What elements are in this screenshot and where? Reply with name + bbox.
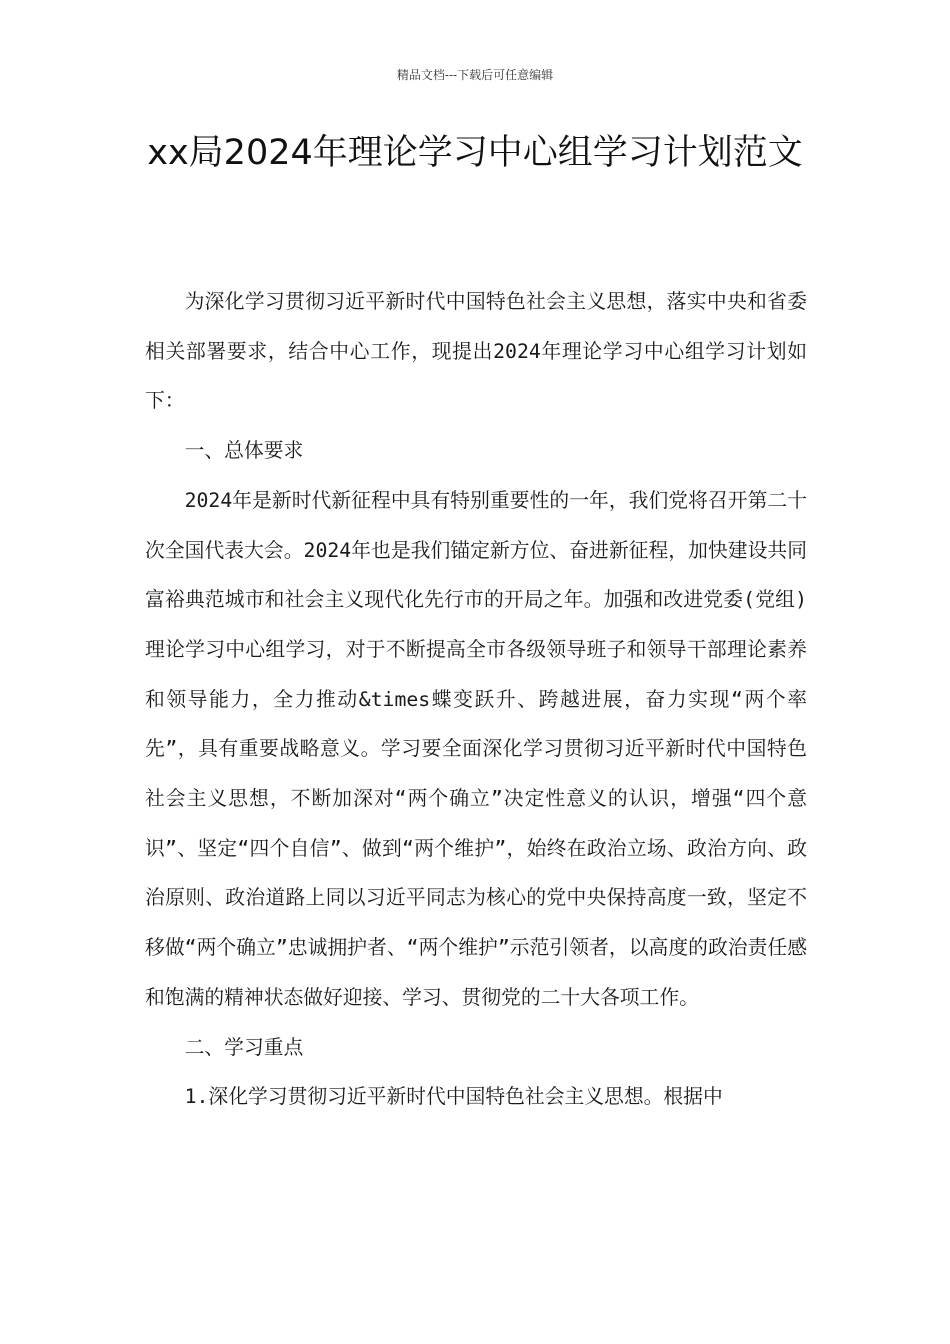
study-focus-item-1: 1.深化学习贯彻习近平新时代中国特色社会主义思想。根据中	[184, 1085, 723, 1109]
document-title: xx局2024年理论学习中心组学习计划范文	[147, 133, 803, 173]
general-requirements-paragraph: 2024年是新时代新征程中具有特别重要性的一年，我们党将召开第二十次全国代表大会。2024年也是我们锚定新方位、奋进新征程，加快建设共同富裕典范城市和社会主义现代化先行市的开局之年。加强和改进党委(党组)理论学习中心组学习，对于不断提高全市各级领导班子和领导干部理论素养和领导能力，全力推动&times蝶变跃升、跨越进展，奋力实现“两个率先”，具有重要战略意义。学习要全面深化学习贯彻习近平新时代中国特色社会主义思想，不断加深对“两个确立”决定性意义的认识，增强“四个意识”、坚定“四个自信”、做到“两个维护”，始终在政治立场、政治方向、政治原则、政治道路上同以习近平同志为核心的党中央保持高度一致，坚定不移做“两个确立”忠诚拥护者、“两个维护”示范引领者，以高度的政治责任感和饱满的精神状态做好迎接、学习、贯彻党的二十大各项工作。	[145, 488, 807, 1009]
document-body	[145, 277, 807, 1122]
section-heading-general-requirements: 一、总体要求	[184, 439, 304, 463]
intro-paragraph: 为深化学习贯彻习近平新时代中国特色社会主义思想，落实中央和省委相关部署要求，结合中心工作，现提出2024年理论学习中心组学习计划如下：	[145, 290, 807, 413]
header-note: 精品文档---下载后可任意编辑	[396, 68, 554, 82]
section-heading-study-focus: 二、学习重点	[184, 1035, 304, 1059]
